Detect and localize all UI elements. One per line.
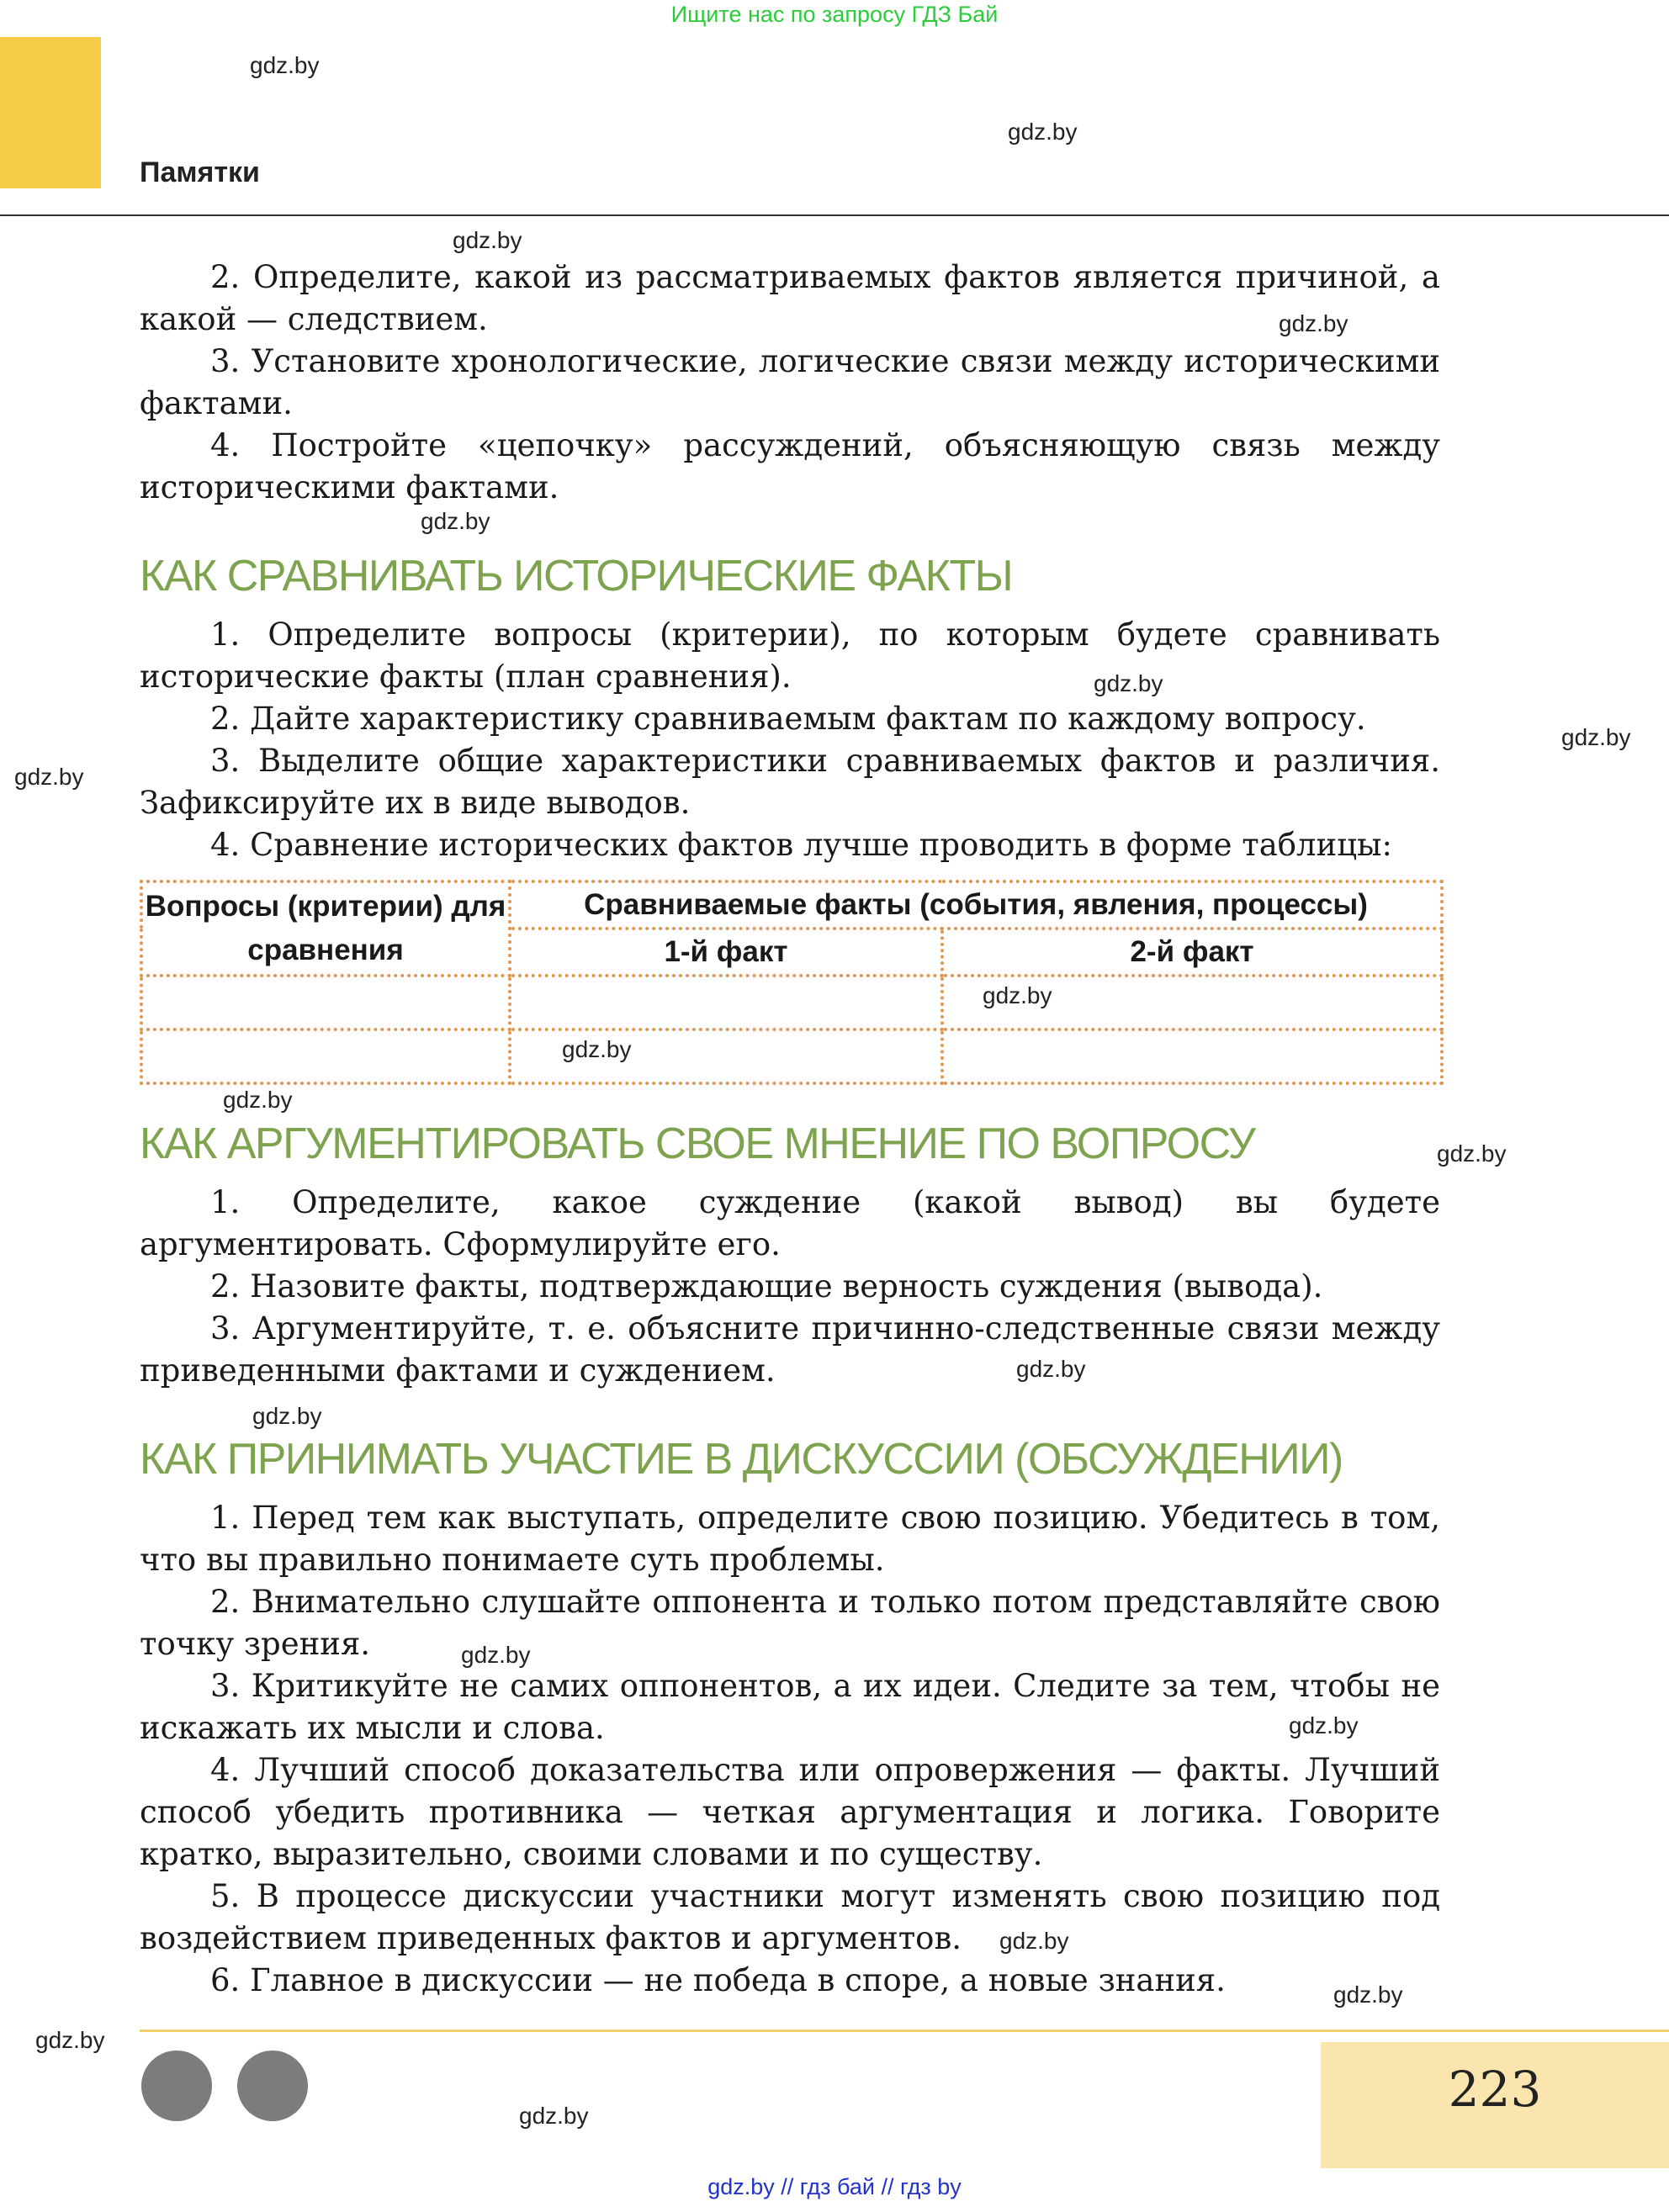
discuss-paragraph-3: 3. Критикуйте не самих оппонентов, а их идеи. Следите за тем, чтобы не искажать их мысли и слова.	[140, 1668, 1441, 1746]
watermark: gdz.by	[1333, 1982, 1403, 2008]
watermark: gdz.by	[983, 982, 1052, 1008]
watermark: gdz.by	[562, 1036, 632, 1062]
watermark: gdz.by	[1094, 670, 1163, 696]
watermark: gdz.by	[453, 227, 522, 253]
table-cell	[141, 976, 510, 1029]
compare-paragraph-1: 1. Определите вопросы (критерии), по которым будете сравнивать исторические факты (план сравнения).	[140, 617, 1440, 695]
footer-circle-icon	[237, 2051, 308, 2121]
discuss-paragraph-1: 1. Перед тем как выступать, определите свою позицию. Убедитесь в том, что вы правильно понимаете суть проблемы.	[140, 1500, 1440, 1578]
header-divider	[0, 214, 1669, 216]
discuss-paragraph-2: 2. Внимательно слушайте оппонента и только потом представляйте свою точку зрения.	[140, 1584, 1440, 1662]
watermark: gdz.by	[421, 508, 490, 534]
section-label: Памятки	[140, 156, 260, 188]
table-cell	[510, 976, 942, 1029]
top-search-link[interactable]: Ищите нас по запросу ГДЗ Бай	[670, 2, 999, 27]
discuss-paragraph-5: 5. В процессе дискуссии участники могут изменять свою позицию под воздействием приведенных фактов и аргументов.	[140, 1878, 1440, 1956]
heading-argue: КАК АРГУМЕНТИРОВАТЬ СВОЕ МНЕНИЕ ПО ВОПРОСУ	[140, 1119, 1255, 1168]
watermark: gdz.by	[461, 1642, 531, 1668]
bottom-links[interactable]: gdz.by // гдз бай // гдз by	[707, 2174, 962, 2199]
intro-paragraph-2: 2. Определите, какой из рассматриваемых фактов является причиной, а какой — следствием.	[140, 259, 1440, 337]
intro-paragraph-4: 4. Постройте «цепочку» рассуждений, объясняющую связь между историческими фактами.	[140, 427, 1440, 505]
watermark: gdz.by	[519, 2103, 589, 2129]
table-row	[141, 1029, 1442, 1083]
facts-header: Сравниваемые факты (события, явления, процессы)	[510, 881, 1442, 929]
watermark: gdz.by	[999, 1928, 1069, 1954]
discuss-paragraph-6: 6. Главное в дискуссии — не победа в споре, а новые знания.	[210, 1962, 1226, 1998]
table-cell	[141, 1029, 510, 1083]
criteria-header: Вопросы (критерии) для сравнения	[141, 881, 510, 976]
watermark: gdz.by	[1289, 1712, 1359, 1738]
chapter-tab	[0, 37, 101, 188]
discuss-paragraph-4: 4. Лучший способ доказательства или опровержения — факты. Лучший способ убедить противника — четкая аргументация и логика. Говорите кратко, выразительно, своими словами и по существу.	[140, 1752, 1440, 1872]
table-cell	[942, 1029, 1442, 1083]
argue-paragraph-1: 1. Определите, какое суждение (какой вывод) вы будете аргументировать. Сформулируйте его.	[140, 1184, 1441, 1262]
fact1-header: 1-й факт	[510, 929, 942, 976]
intro-paragraph-3: 3. Установите хронологические, логические связи между историческими фактами.	[140, 343, 1441, 421]
watermark: gdz.by	[1008, 119, 1078, 145]
compare-paragraph-4: 4. Сравнение исторических фактов лучше проводить в форме таблицы:	[210, 827, 1392, 863]
watermark: gdz.by	[35, 2027, 105, 2053]
table-row	[141, 976, 1442, 1029]
watermark: gdz.by	[1561, 724, 1631, 750]
watermark: gdz.by	[1016, 1356, 1086, 1382]
page-number: 223	[1448, 2061, 1542, 2118]
watermark: gdz.by	[14, 764, 84, 790]
watermark: gdz.by	[1437, 1140, 1507, 1167]
footer-circle-icon	[141, 2051, 212, 2121]
argue-paragraph-2: 2. Назовите факты, подтверждающие верность суждения (вывода).	[210, 1268, 1323, 1304]
watermark: gdz.by	[223, 1087, 293, 1113]
fact2-header: 2-й факт	[942, 929, 1442, 976]
watermark: gdz.by	[250, 52, 320, 78]
comparison-table	[140, 880, 1444, 1085]
watermark: gdz.by	[252, 1403, 322, 1429]
argue-paragraph-3: 3. Аргументируйте, т. е. объясните причинно-следственные связи между приведенными фактами и суждением.	[140, 1310, 1441, 1389]
footer-divider	[140, 2029, 1669, 2032]
compare-paragraph-3: 3. Выделите общие характеристики сравниваемых фактов и различия. Зафиксируйте их в виде выводов.	[140, 743, 1440, 821]
watermark: gdz.by	[1279, 310, 1348, 336]
compare-paragraph-2: 2. Дайте характеристику сравниваемым фактам по каждому вопросу.	[210, 701, 1366, 737]
table-header-row	[141, 881, 1442, 929]
heading-discuss: КАК ПРИНИМАТЬ УЧАСТИЕ В ДИСКУССИИ (ОБСУЖДЕНИИ)	[140, 1435, 1343, 1484]
heading-compare: КАК СРАВНИВАТЬ ИСТОРИЧЕСКИЕ ФАКТЫ	[140, 552, 1013, 601]
